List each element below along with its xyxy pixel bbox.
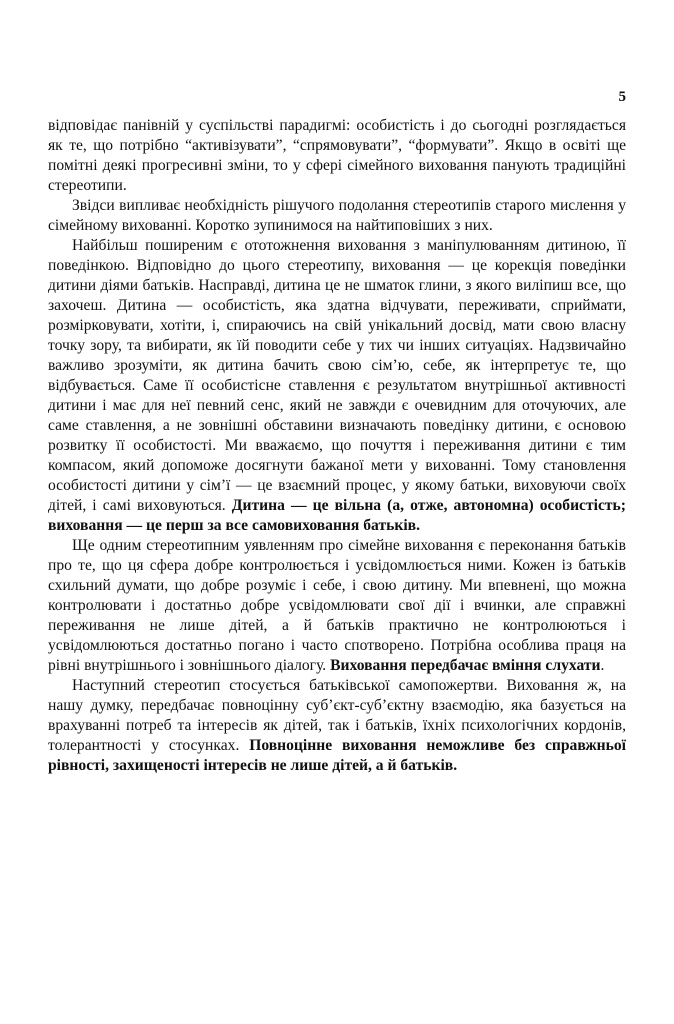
paragraph-continuation — [48, 116, 626, 196]
paragraph-text: Ще одним стереотипним уявленням про сімейне виховання є переконання батьків про те, що ця сфера добре контролюється і усвідомлюється ними. Кожен із батьків схильний думати, що добре розуміє і себе, і свою дитину. Ми впевнені, що можна контролювати і достатньо добре усвідомлювати свої дії і вчинки, але справжні переживання не лише дітей, а й батьків практично не контролюються і усвідомлюються достатньо погано і часто спотворено. Потрібна особлива праця на рівні внутрішнього і зовнішнього діалогу. — [48, 537, 626, 674]
paragraph-emphasis: Виховання передбачає вміння слухати — [330, 657, 601, 674]
page-number: 5 — [618, 89, 626, 105]
paragraph-manipulation-stereotype — [48, 236, 626, 536]
paragraph-control-stereotype — [48, 536, 626, 676]
paragraph-punctuation: . — [600, 657, 605, 674]
paragraph-emphasis: Дитина — це вільна (а, отже, автономна) особистість; виховання — це перш за все самовиховання батьків. — [48, 497, 626, 534]
paragraph-text: Звідси випливає необхідність рішучого подолання стереотипів старого мислення у сімейному вихованні. Коротко зупинимося на найтиповіших з них. — [48, 197, 626, 234]
paragraph-intro — [48, 196, 626, 236]
paragraph-emphasis: Повноцінне виховання неможливе без справжньої рівності, захищеності інтересів не лише дітей, а й батьків. — [48, 737, 626, 774]
paragraph-text: відповідає панівній у суспільстві парадигмі: особистість і до сьогодні розглядається як те, що потрібно “активізувати”, “спрямовувати”, “формувати”. Якщо в освіті ще помітні деякі прогресивні зміни, то у сфері сімейного виховання панують традиційні стереотипи. — [48, 117, 626, 194]
paragraph-text: Наступний стереотип стосується батьківської самопожертви. Виховання ж, на нашу думку, передбачає повноцінну суб’єкт-суб’єктну взаємодію, яка базується на врахуванні потреб та інтересів як дітей, так і батьків, їхніх психологічних кордонів, толерантності у стосунках. — [48, 677, 626, 754]
book-page — [48, 88, 626, 776]
paragraph-text: Найбільш поширеним є ототожнення виховання з маніпулюванням дитиною, її поведінкою. Відповідно до цього стереотипу, виховання — це корекція поведінки дитини діями батьків. Насправді, дитина це не шматок глини, з якого виліпиш все, що захочеш. Дитина — особистість, яка здатна відчувати, переживати, сприймати, розмірковувати, хотіти, і, спираючись на свій унікальний досвід, мати свою власну точку зору, та вибирати, як їй поводити себе у тих чи інших ситуаціях. Надзвичайно важливо зрозуміти, як дитина бачить свою сім’ю, себе, як інтерпретує те, що відбувається. Саме її особистісне ставлення є результатом внутрішньої активності дитини і має для неї певний сенс, який не завжди є очевидним для оточуючих, але саме ставлення, а не зовнішні обставини визначають поведінку дитини, є основою розвитку її особистості. Ми вважаємо, що почуття і переживання дитини є тим компасом, який допоможе досягнути бажаної мети у вихованні. Тому становлення особистості дитини у сім’ї — це взаємний процес, у якому батьки, виховуючи своїх дітей, і самі виховуються. — [48, 237, 626, 514]
paragraph-sacrifice-stereotype — [48, 676, 626, 776]
